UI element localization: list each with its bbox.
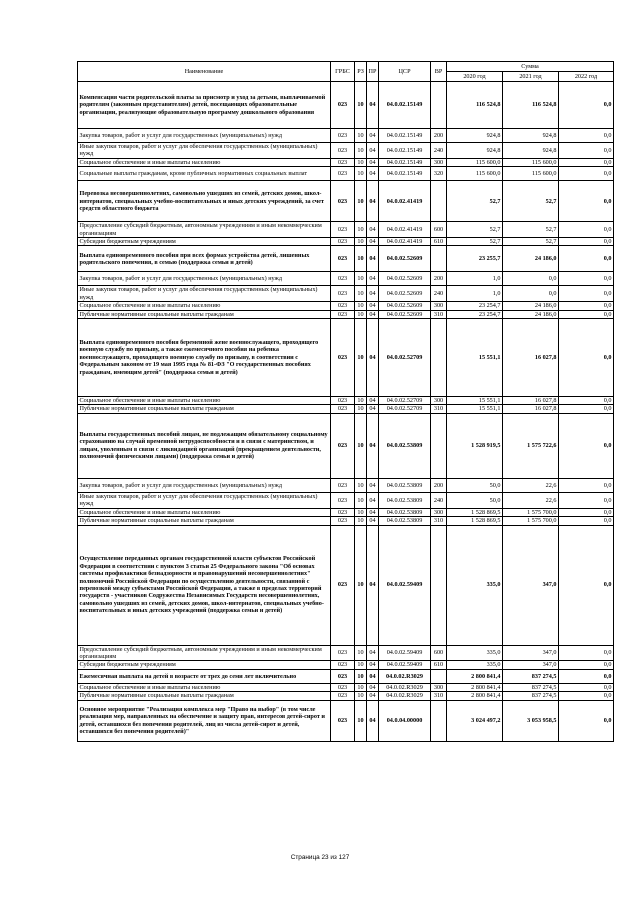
row-rz: 10 [355,700,367,741]
table-row [78,645,614,661]
row-csr: 04.0.02.52709 [379,405,431,413]
row-name: Социальное обеспечение и иные выплаты населению [78,397,331,405]
row-vr: 300 [431,683,447,691]
row-name: Выплаты государственных пособий лицам, не подлежащим обязательному социальному страхованию на случай временной нетрудоспособности и в связи с материнством, и лицам, уволенным в связи с ликвидацией организаций (прекращением деятельности, полномочий физическими лицами) (поддержка семьи и детей) [78,413,331,478]
row-vr: 300 [431,302,447,310]
row-grbs: 023 [331,286,355,302]
row-sum-2021: 0,0 [503,286,559,302]
row-sum-2021: 52,7 [503,222,559,238]
row-name: Основное мероприятие "Реализация комплекса мер "Право на выбор" (в том числе реализация мер, направленных на обеспечение и защиту прав, интересов детей-сирот и детей, оставшихся без попечения родителей, лиц из числа детей-сирот и детей, оставшихся без попечения родителей)" [78,700,331,741]
row-grbs: 023 [331,492,355,508]
row-rz: 10 [355,246,367,272]
page-number: Страница 23 из 127 [290,854,350,861]
row-csr: 04.0.02.15149 [379,143,431,159]
row-sum-2021: 24 186,0 [503,302,559,310]
row-grbs: 023 [331,405,355,413]
row-csr: 04.0.02.52609 [379,310,431,318]
row-sum-2022: 0,0 [559,143,614,159]
row-vr: 240 [431,492,447,508]
row-grbs: 023 [331,129,355,143]
header-csr: ЦСР [379,62,431,82]
row-grbs: 023 [331,222,355,238]
row-sum-2020: 15 551,1 [447,397,503,405]
row-sum-2020: 50,0 [447,492,503,508]
row-rz: 10 [355,492,367,508]
row-sum-2021: 837 274,5 [503,683,559,691]
row-rz: 10 [355,129,367,143]
row-pr: 04 [367,661,379,669]
row-csr: 04.0.02.R3029 [379,683,431,691]
row-sum-2022: 0,0 [559,700,614,741]
row-rz: 10 [355,82,367,129]
row-vr: 310 [431,692,447,700]
row-name: Закупка товаров, работ и услуг для государственных (муниципальных) нужд [78,272,331,286]
row-sum-2022: 0,0 [559,272,614,286]
row-pr: 04 [367,492,379,508]
row-name: Предоставление субсидий бюджетным, автономным учреждениям и иным некоммерческим организациям [78,645,331,661]
row-sum-2021: 115 600,0 [503,167,559,181]
row-vr: 600 [431,645,447,661]
row-csr: 04.0.02.R3029 [379,692,431,700]
row-sum-2022: 0,0 [559,645,614,661]
row-vr: 200 [431,129,447,143]
row-csr: 04.0.02.59409 [379,661,431,669]
row-name: Предоставление субсидий бюджетным, автономным учреждениям и иным некоммерческим организациям [78,222,331,238]
row-rz: 10 [355,310,367,318]
row-grbs: 023 [331,683,355,691]
row-sum-2020: 23 254,7 [447,310,503,318]
row-sum-2020: 116 524,8 [447,82,503,129]
row-sum-2022: 0,0 [559,661,614,669]
table-row [78,397,614,405]
row-name: Перевозка несовершеннолетних, самовольно ушедших из семей, детских домов, школ-интернатов, специальных учебно-воспитательных и иных детских учреждений, за счет средств областного бюджета [78,181,331,222]
row-sum-2020: 115 600,0 [447,158,503,166]
header-grbs: ГРБС [331,62,355,82]
row-name: Социальное обеспечение и иные выплаты населению [78,302,331,310]
row-vr: 240 [431,143,447,159]
row-grbs: 023 [331,478,355,492]
row-sum-2022: 0,0 [559,508,614,516]
row-pr: 04 [367,478,379,492]
row-rz: 10 [355,413,367,478]
row-vr [431,669,447,683]
row-pr: 04 [367,158,379,166]
row-vr: 200 [431,272,447,286]
row-sum-2021: 1 575 700,0 [503,508,559,516]
row-vr [431,413,447,478]
row-sum-2022: 0,0 [559,405,614,413]
row-sum-2022: 0,0 [559,683,614,691]
row-vr: 310 [431,405,447,413]
row-sum-2022: 0,0 [559,167,614,181]
table-row [78,238,614,246]
row-pr: 04 [367,319,379,397]
row-csr: 04.0.04.00000 [379,700,431,741]
row-rz: 10 [355,181,367,222]
row-name: Публичные нормативные социальные выплаты гражданам [78,517,331,525]
row-sum-2021: 1 575 700,0 [503,517,559,525]
row-csr: 04.0.02.15149 [379,129,431,143]
row-sum-2022: 0,0 [559,492,614,508]
row-vr: 300 [431,397,447,405]
row-grbs: 023 [331,310,355,318]
row-name: Осуществление переданных органам государственной власти субъектов Российской Федерации в соответствии с пунктом 3 статьи 25 Федерального закона "Об основах системы профилактики безнадзорности и правонарушений несовершеннолетних" полномочий Российской Федерации по осуществлению деятельности, связанной с перевозкой между субъектами Российской Федерации, а также в пределах территорий государств - участников Содружества Независимых Государств несовершеннолетних, самовольно ушедших из семей, детских домов, школ-интернатов, специальных учебно-воспитательных и иных детских учреждений (поддержка семьи и детей) [78,525,331,645]
row-csr: 04.0.02.53809 [379,478,431,492]
row-sum-2021: 16 027,8 [503,405,559,413]
row-vr: 310 [431,310,447,318]
row-pr: 04 [367,517,379,525]
row-csr: 04.0.02.53809 [379,492,431,508]
row-sum-2022: 0,0 [559,302,614,310]
row-sum-2021: 52,7 [503,181,559,222]
row-sum-2020: 52,7 [447,222,503,238]
header-name: Наименование [78,62,331,82]
row-name: Субсидии бюджетным учреждениям [78,661,331,669]
row-sum-2020: 15 551,1 [447,405,503,413]
row-pr: 04 [367,181,379,222]
row-grbs: 023 [331,167,355,181]
row-rz: 10 [355,517,367,525]
row-csr: 04.0.02.15149 [379,82,431,129]
row-grbs: 023 [331,158,355,166]
row-sum-2022: 0,0 [559,181,614,222]
row-name: Закупка товаров, работ и услуг для государственных (муниципальных) нужд [78,478,331,492]
table-row [78,405,614,413]
row-grbs: 023 [331,700,355,741]
row-sum-2020: 2 800 841,4 [447,683,503,691]
row-pr: 04 [367,238,379,246]
row-rz: 10 [355,319,367,397]
header-vr: ВР [431,62,447,82]
row-rz: 10 [355,272,367,286]
row-csr: 04.0.02.53809 [379,517,431,525]
budget-table [77,61,614,742]
row-pr: 04 [367,405,379,413]
table-row [78,286,614,302]
row-csr: 04.0.02.41419 [379,238,431,246]
row-csr: 04.0.02.15149 [379,167,431,181]
row-rz: 10 [355,683,367,691]
row-grbs: 023 [331,692,355,700]
row-rz: 10 [355,238,367,246]
table-row [78,167,614,181]
row-pr: 04 [367,302,379,310]
table-row [78,661,614,669]
row-pr: 04 [367,683,379,691]
row-csr: 04.0.02.15149 [379,158,431,166]
row-sum-2022: 0,0 [559,517,614,525]
row-vr: 300 [431,508,447,516]
row-sum-2021: 52,7 [503,238,559,246]
row-vr [431,181,447,222]
row-pr: 04 [367,272,379,286]
row-vr [431,246,447,272]
table-row [78,517,614,525]
table-row [78,478,614,492]
row-rz: 10 [355,669,367,683]
table-row [78,181,614,222]
table-row [78,319,614,397]
row-rz: 10 [355,286,367,302]
row-sum-2022: 0,0 [559,310,614,318]
row-csr: 04.0.02.52609 [379,246,431,272]
table-row [78,700,614,741]
row-grbs: 023 [331,661,355,669]
row-sum-2022: 0,0 [559,82,614,129]
header-pr: ПР [367,62,379,82]
row-sum-2020: 335,0 [447,661,503,669]
row-sum-2020: 1 528 919,5 [447,413,503,478]
row-csr: 04.0.02.52709 [379,397,431,405]
row-pr: 04 [367,645,379,661]
row-rz: 10 [355,405,367,413]
row-pr: 04 [367,222,379,238]
table-row [78,492,614,508]
row-sum-2021: 24 186,0 [503,310,559,318]
row-vr: 320 [431,167,447,181]
row-sum-2020: 924,8 [447,129,503,143]
row-grbs: 023 [331,669,355,683]
row-vr: 240 [431,286,447,302]
row-grbs: 023 [331,82,355,129]
row-sum-2022: 0,0 [559,129,614,143]
row-sum-2022: 0,0 [559,246,614,272]
table-row [78,508,614,516]
row-sum-2022: 0,0 [559,525,614,645]
header-2021: 2021 год [503,72,559,82]
row-rz: 10 [355,661,367,669]
row-name: Социальное обеспечение и иные выплаты населению [78,158,331,166]
row-pr: 04 [367,246,379,272]
row-name: Публичные нормативные социальные выплаты гражданам [78,692,331,700]
row-grbs: 023 [331,397,355,405]
row-rz: 10 [355,143,367,159]
row-sum-2022: 0,0 [559,413,614,478]
row-pr: 04 [367,286,379,302]
row-vr [431,525,447,645]
table-row [78,222,614,238]
row-grbs: 023 [331,508,355,516]
row-sum-2021: 24 186,0 [503,246,559,272]
row-sum-2021: 347,0 [503,661,559,669]
row-csr: 04.0.02.41419 [379,222,431,238]
row-vr: 610 [431,661,447,669]
row-vr: 200 [431,478,447,492]
row-vr: 600 [431,222,447,238]
row-grbs: 023 [331,272,355,286]
row-pr: 04 [367,669,379,683]
row-grbs: 023 [331,517,355,525]
row-vr: 610 [431,238,447,246]
row-sum-2022: 0,0 [559,669,614,683]
header-2022: 2022 год [559,72,614,82]
row-name: Закупка товаров, работ и услуг для государственных (муниципальных) нужд [78,129,331,143]
row-pr: 04 [367,82,379,129]
row-csr: 04.0.02.52609 [379,286,431,302]
row-sum-2021: 22,6 [503,478,559,492]
row-vr [431,700,447,741]
row-sum-2020: 1 528 869,5 [447,517,503,525]
row-pr: 04 [367,525,379,645]
row-sum-2022: 0,0 [559,222,614,238]
row-csr: 04.0.02.59409 [379,525,431,645]
table-row [78,82,614,129]
row-rz: 10 [355,508,367,516]
row-rz: 10 [355,478,367,492]
row-grbs: 023 [331,645,355,661]
row-csr: 04.0.02.53809 [379,413,431,478]
row-sum-2020: 924,8 [447,143,503,159]
row-csr: 04.0.02.59409 [379,645,431,661]
row-grbs: 023 [331,181,355,222]
row-grbs: 023 [331,525,355,645]
row-name: Иные закупки товаров, работ и услуг для обеспечения государственных (муниципальных) нужд [78,143,331,159]
row-name: Ежемесячная выплата на детей в возрасте от трех до семи лет включительно [78,669,331,683]
row-csr: 04.0.02.52609 [379,272,431,286]
row-name: Социальное обеспечение и иные выплаты населению [78,508,331,516]
row-name: Публичные нормативные социальные выплаты гражданам [78,310,331,318]
row-vr: 300 [431,158,447,166]
row-name: Субсидии бюджетным учреждениям [78,238,331,246]
row-pr: 04 [367,692,379,700]
row-rz: 10 [355,525,367,645]
row-name: Публичные нормативные социальные выплаты гражданам [78,405,331,413]
row-sum-2020: 15 551,1 [447,319,503,397]
row-sum-2021: 115 600,0 [503,158,559,166]
row-sum-2022: 0,0 [559,319,614,397]
row-vr: 310 [431,517,447,525]
row-sum-2022: 0,0 [559,238,614,246]
row-csr: 04.0.02.R3029 [379,669,431,683]
row-sum-2020: 2 800 841,4 [447,669,503,683]
row-csr: 04.0.02.53809 [379,508,431,516]
header-2020: 2020 год [447,72,503,82]
row-sum-2020: 1,0 [447,286,503,302]
row-sum-2021: 116 524,8 [503,82,559,129]
row-sum-2021: 22,6 [503,492,559,508]
table-row [78,310,614,318]
row-sum-2021: 347,0 [503,525,559,645]
row-sum-2022: 0,0 [559,692,614,700]
row-rz: 10 [355,222,367,238]
table-row [78,413,614,478]
budget-table-container [77,61,613,742]
row-rz: 10 [355,397,367,405]
row-pr: 04 [367,397,379,405]
row-sum-2021: 16 027,8 [503,397,559,405]
row-pr: 04 [367,143,379,159]
table-row [78,129,614,143]
row-sum-2020: 115 600,0 [447,167,503,181]
row-sum-2021: 837 274,5 [503,669,559,683]
row-name: Выплата единовременного пособия при всех формах устройства детей, лишенных родительского попечения, в семью (поддержка семьи и детей) [78,246,331,272]
row-sum-2021: 16 027,8 [503,319,559,397]
row-grbs: 023 [331,413,355,478]
row-sum-2020: 335,0 [447,645,503,661]
row-pr: 04 [367,310,379,318]
row-name: Социальные выплаты гражданам, кроме публичных нормативных социальных выплат [78,167,331,181]
row-grbs: 023 [331,246,355,272]
row-pr: 04 [367,508,379,516]
table-row [78,669,614,683]
row-sum-2022: 0,0 [559,286,614,302]
row-rz: 10 [355,645,367,661]
row-sum-2020: 52,7 [447,238,503,246]
row-grbs: 023 [331,238,355,246]
row-sum-2022: 0,0 [559,478,614,492]
row-rz: 10 [355,692,367,700]
row-sum-2022: 0,0 [559,158,614,166]
row-name: Компенсация части родительской платы за присмотр и уход за детьми, выплачиваемой родителям (законным представителям) детей, посещающих образовательные организации, реализующие образовательную программу дошкольного образования [78,82,331,129]
row-rz: 10 [355,158,367,166]
row-sum-2020: 50,0 [447,478,503,492]
row-grbs: 023 [331,302,355,310]
row-name: Выплата единовременного пособия беременной жене военнослужащего, проходящего военную службу по призыву, а также ежемесячного пособия на ребенка военнослужащего, проходящего военную службу по призыву, в соответствии с Федеральным законом от 19 мая 1995 года № 81-ФЗ "О государственных пособиях гражданам, имеющим детей" (поддержка семьи и детей) [78,319,331,397]
table-row [78,692,614,700]
row-name: Социальное обеспечение и иные выплаты населению [78,683,331,691]
row-pr: 04 [367,167,379,181]
row-pr: 04 [367,700,379,741]
row-sum-2020: 3 024 497,2 [447,700,503,741]
row-grbs: 023 [331,319,355,397]
row-pr: 04 [367,413,379,478]
table-row [78,683,614,691]
table-row [78,158,614,166]
row-sum-2021: 347,0 [503,645,559,661]
row-sum-2020: 335,0 [447,525,503,645]
row-pr: 04 [367,129,379,143]
row-sum-2021: 0,0 [503,272,559,286]
row-sum-2020: 23 254,7 [447,302,503,310]
row-sum-2020: 23 255,7 [447,246,503,272]
row-sum-2021: 3 053 958,5 [503,700,559,741]
row-csr: 04.0.02.52709 [379,319,431,397]
row-rz: 10 [355,302,367,310]
header-sum: Сумма [447,62,614,72]
row-sum-2021: 1 575 722,6 [503,413,559,478]
row-vr [431,82,447,129]
row-sum-2021: 837 274,5 [503,692,559,700]
row-sum-2020: 1,0 [447,272,503,286]
table-row [78,246,614,272]
row-sum-2020: 2 800 841,4 [447,692,503,700]
row-csr: 04.0.02.41419 [379,181,431,222]
header-rz: РЗ [355,62,367,82]
row-name: Иные закупки товаров, работ и услуг для обеспечения государственных (муниципальных) нужд [78,492,331,508]
row-sum-2021: 924,8 [503,129,559,143]
row-sum-2020: 1 528 869,5 [447,508,503,516]
table-row [78,302,614,310]
row-sum-2021: 924,8 [503,143,559,159]
row-vr [431,319,447,397]
table-row [78,525,614,645]
row-sum-2020: 52,7 [447,181,503,222]
table-row [78,272,614,286]
row-name: Иные закупки товаров, работ и услуг для обеспечения государственных (муниципальных) нужд [78,286,331,302]
row-rz: 10 [355,167,367,181]
table-row [78,143,614,159]
row-sum-2022: 0,0 [559,397,614,405]
row-csr: 04.0.02.52609 [379,302,431,310]
row-grbs: 023 [331,143,355,159]
